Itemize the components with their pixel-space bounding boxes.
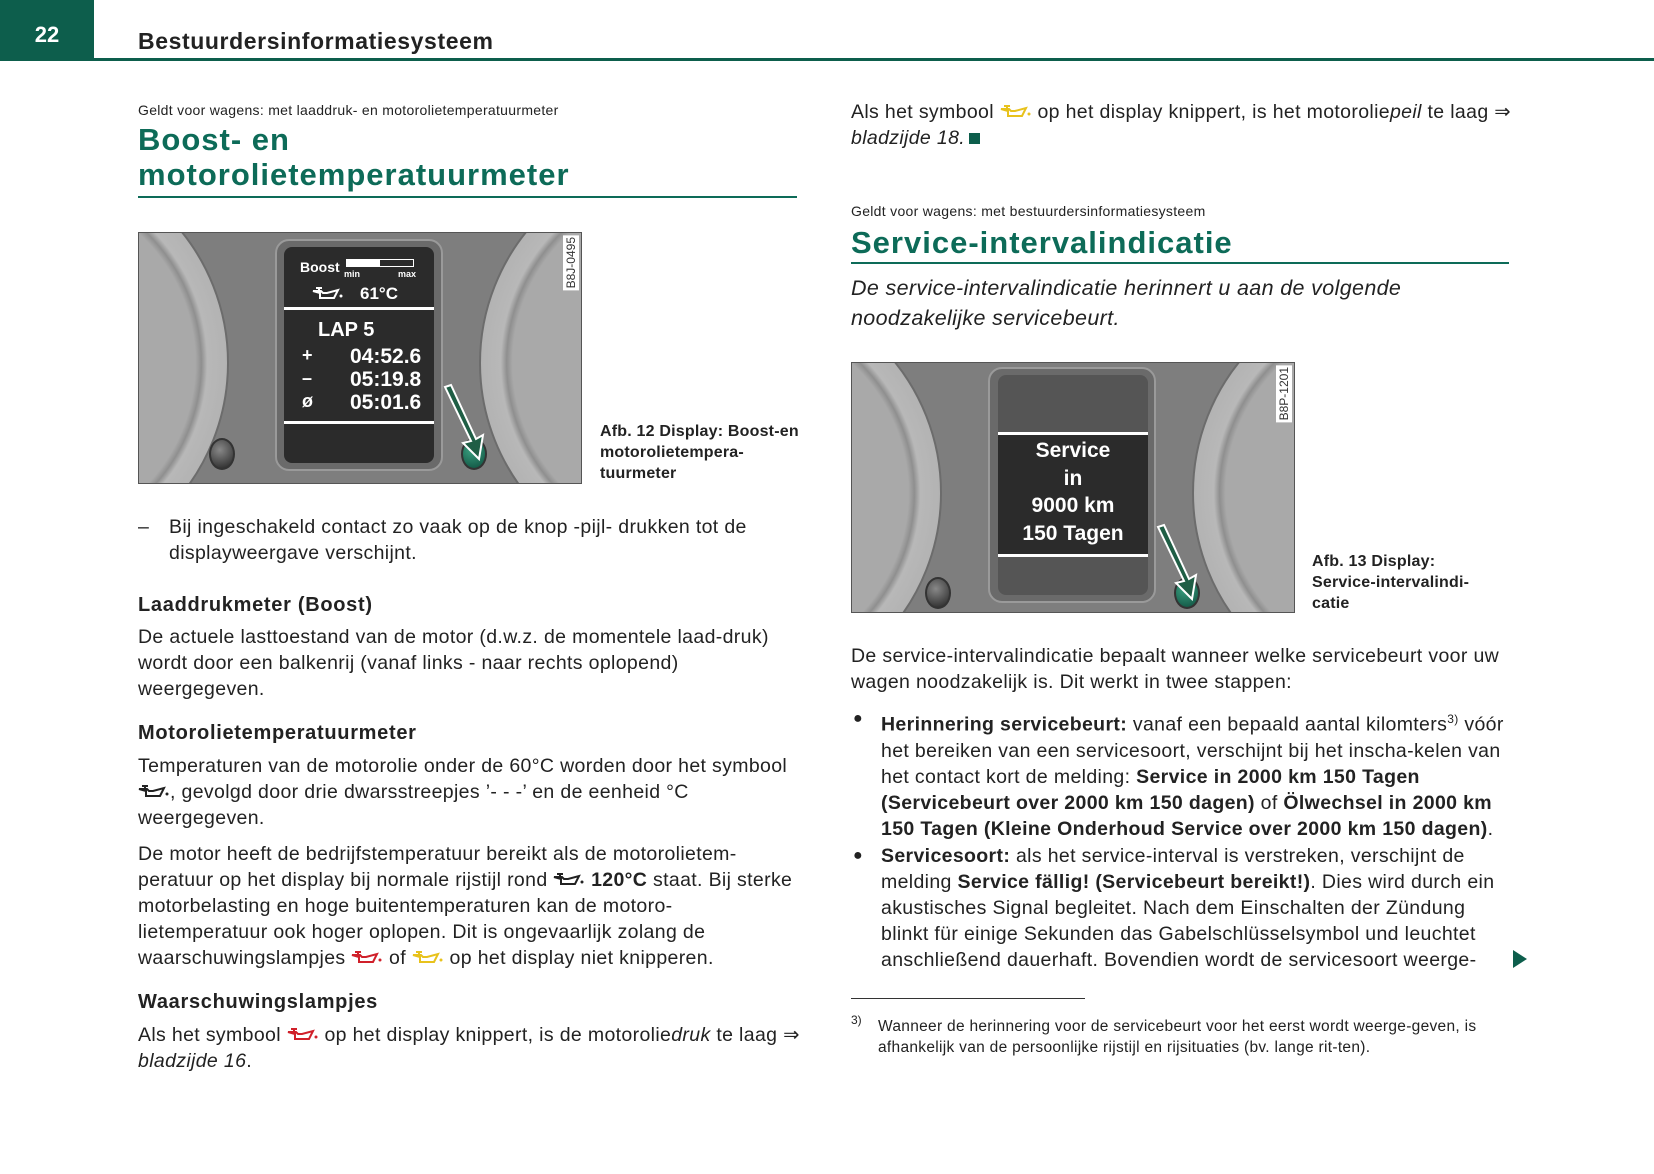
figure-code: B8P-1201: [1277, 367, 1291, 421]
text: Als het symbool: [138, 1024, 287, 1046]
paragraph: [138, 753, 802, 831]
boost-label: Boost: [300, 259, 340, 275]
text: of: [1254, 791, 1284, 814]
step-dash: –: [138, 516, 150, 538]
footnote-rule: [851, 998, 1085, 999]
running-header: Bestuurdersinformatiesysteem: [138, 28, 494, 54]
text: te laag ⇒: [710, 1024, 800, 1046]
oil-level-warning-icon: [1000, 100, 1032, 114]
oil-can-icon: [312, 287, 344, 301]
lap-label: LAP 5: [318, 319, 375, 341]
section-heading: [138, 122, 570, 192]
text: op het display niet knipperen.: [443, 947, 714, 969]
oil-level-warning-icon: [412, 946, 444, 960]
figure-caption: Afb. 12 Display: Boost-en motorolietempera-tuurmeter: [600, 423, 799, 482]
lap-symbol: +: [302, 345, 313, 365]
oil-pressure-warning-icon: [351, 946, 383, 960]
text: .: [1487, 817, 1494, 840]
text: .: [246, 1050, 253, 1072]
text: op het display knippert, is de motorolie: [318, 1024, 672, 1046]
paragraph: De service-intervalindicatie bepaalt wanneer welke servicebeurt voor uw wagen noodzakelijk is. Dit werkt in twee stappen:: [851, 645, 1500, 693]
paragraph: [138, 841, 802, 971]
temperature-value: 120°C: [591, 869, 648, 891]
text: te laag ⇒: [1421, 101, 1511, 123]
figure-boost-display: [138, 232, 582, 484]
section-heading: Service-intervalindicatie: [851, 225, 1233, 260]
arrow-icon: [1152, 523, 1202, 603]
heading-rule: [138, 196, 797, 198]
bullet-title: Herinnering servicebeurt:: [881, 713, 1128, 736]
text: Temperaturen van de motorolie onder de 60°C worden door het symbool: [138, 755, 788, 777]
footnote-text: Wanneer de herinnering voor de servicebeurt voor het eerst wordt weerge-geven, is afhankelijk van de persoonlijke rijstijl en rijsituaties (bv. lange rit-ten).: [878, 1018, 1477, 1056]
bullet-item: [851, 706, 1513, 842]
page-link[interactable]: bladzijde 18.: [851, 127, 966, 149]
oil-can-icon: [553, 868, 585, 882]
arrow-icon: [439, 383, 489, 463]
figure-code: B8J-0495: [564, 237, 578, 289]
text: peil: [1389, 101, 1422, 123]
text: druk: [671, 1024, 711, 1046]
boost-min: min: [344, 269, 361, 279]
text: vanaf een bepaald aantal kilomters: [1127, 713, 1448, 736]
instruction-step: [138, 514, 748, 566]
bullet-icon: ●: [853, 710, 864, 727]
text: of: [383, 947, 412, 969]
message: Service in 2000 km 150 Tagen (Servicebeurt over 2000 km 150 dagen): [881, 765, 1420, 814]
paragraph: [851, 99, 1511, 151]
subheading-oil: Motorolietemperatuurmeter: [138, 722, 417, 744]
subheading-boost: Laaddrukmeter (Boost): [138, 594, 373, 616]
message: Service fällig! (Servicebeurt bereikt!): [957, 871, 1311, 893]
heading-line: motorolietemperatuurmeter: [138, 157, 570, 192]
text: als het service-interval is verstreken, verschijnt de melding: [881, 845, 1465, 893]
bullet-item: [851, 843, 1513, 973]
lap-time: 05:19.8: [350, 368, 422, 391]
service-line: Service: [1035, 439, 1111, 462]
paragraph: De actuele lasttoestand van de motor (d.w.z. de momentele laad-druk) wordt door een balkenrij (vanaf links - naar rechts oplopend) weergegeven.: [138, 626, 769, 700]
boost-max: max: [398, 269, 417, 279]
boost-bar: [346, 259, 414, 267]
text: Als het symbool: [851, 101, 1000, 123]
oil-pressure-warning-icon: [287, 1023, 319, 1037]
bullet-icon: ●: [853, 847, 864, 864]
subheading-warnings: Waarschuwingslampjes: [138, 991, 378, 1013]
text: staat. Bij sterke motorbelasting en hoge buitentemperaturen kan de motoro-lietemperatuur ook hoger oplopen. Dit is ongevaarlijk zolang de waarschuwingslampjes: [138, 869, 793, 969]
paragraph: [138, 1022, 802, 1074]
heading-line: Boost- en: [138, 122, 290, 157]
page-link[interactable]: bladzijde 16: [138, 1050, 247, 1072]
text: . Dies wird durch ein akustisches Signal begleitet. Nach dem Einschalten der Zündung blinkt für einige Sekunden das Gabelschlüsselsymbol und leuchtet anschließend dauerhaft. Bovendien wordt de servicesoort weerge-: [881, 871, 1495, 971]
service-line: 150 Tagen: [1022, 521, 1124, 545]
lap-time: 04:52.6: [350, 345, 422, 368]
service-line: 9000 km: [1031, 494, 1115, 517]
page-number: 22: [0, 0, 94, 61]
bullet-title: Servicesoort:: [881, 845, 1011, 867]
oil-can-icon: [138, 780, 170, 794]
text: vóór het bereiken van een servicesoort, verschijnt bij het inscha-kelen van het contact kort de melding:: [881, 713, 1504, 788]
applicability-note: Geldt voor wagens: met bestuurdersinformatiesysteem: [851, 203, 1206, 219]
figure-caption: Afb. 13 Display: Service-intervalindi-catie: [1312, 553, 1470, 612]
service-line: in: [1063, 466, 1083, 490]
header-rule: [94, 58, 1654, 61]
footnote-ref[interactable]: 3): [1447, 712, 1459, 726]
intro-text: De service-intervalindicatie herinnert u aan de volgende noodzakelijke servicebeurt.: [851, 276, 1402, 330]
heading-rule: [851, 262, 1509, 264]
footnote-mark: 3): [851, 1013, 862, 1027]
oil-temp-value: 61°C: [360, 284, 398, 303]
text: op het display knippert, is het motorolie: [1031, 101, 1390, 123]
figure-service-display: [851, 362, 1295, 613]
lap-symbol: –: [302, 368, 313, 388]
step-text: Bij ingeschakeld contact zo vaak op de knop -pijl- drukken tot de displayweergave verschijnt.: [169, 516, 747, 564]
applicability-note: Geldt voor wagens: met laaddruk- en motorolietemperatuurmeter: [138, 102, 559, 118]
message: Ölwechsel in 2000 km 150 Tagen (Kleine Onderhoud Service over 2000 km 150 dagen): [881, 791, 1492, 840]
continue-arrow-icon: [1513, 950, 1527, 968]
lap-time: 05:01.6: [350, 391, 422, 414]
lap-symbol: ø: [302, 391, 313, 411]
text: , gevolgd door drie dwarsstreepjes ’- - -’ en de eenheid °C weergegeven.: [138, 781, 689, 829]
end-of-section-icon: [969, 133, 980, 144]
text: De motor heeft de bedrijfstemperatuur bereikt als de motorolietem-peratuur op het display bij normale rijstijl rond: [138, 843, 737, 891]
